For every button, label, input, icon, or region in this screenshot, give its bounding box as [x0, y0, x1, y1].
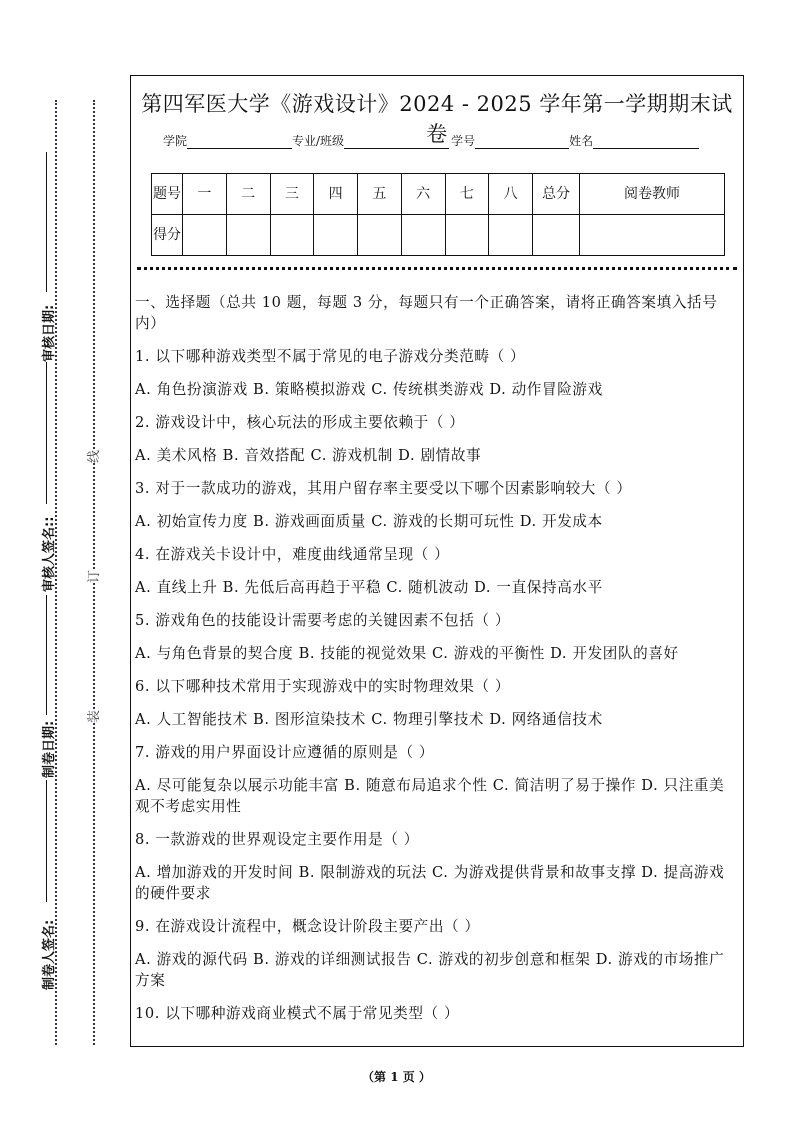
- student-info-row: [163, 132, 699, 149]
- question-options: A. 角色扮演游戏 B. 策略模拟游戏 C. 传统棋类游戏 D. 动作冒险游戏: [135, 381, 603, 398]
- column-header: 二: [226, 174, 270, 215]
- college-field[interactable]: [187, 136, 292, 149]
- score-cell[interactable]: [401, 215, 445, 256]
- student-id-label: 学号: [451, 134, 476, 148]
- student-id-field[interactable]: [475, 136, 569, 149]
- grader-cell[interactable]: [580, 215, 725, 256]
- question-body: [135, 292, 739, 1036]
- preparer-signature-label: 制卷人签名:: [42, 919, 57, 990]
- question-text: 9. 在游戏设计流程中，概念设计阶段主要产出（ ）: [135, 918, 480, 935]
- score-cell[interactable]: [183, 215, 227, 256]
- exam-page-frame: [130, 75, 744, 1047]
- question-options: A. 尽可能复杂以展示功能丰富 B. 随意布局追求个性 C. 简洁明了易于操作 D. 只注重美观不考虑实用性: [135, 777, 725, 815]
- reviewer-signature-label: 审核人签名::: [42, 516, 57, 592]
- question-text: 7. 游戏的用户界面设计应遵循的原则是（ ）: [135, 744, 435, 761]
- question-text: 3. 对于一款成功的游戏，其用户留存率主要受以下哪个因素影响较大（ ）: [135, 480, 632, 497]
- preparer-signature-line[interactable]: [46, 780, 47, 902]
- question-text: 5. 游戏角色的技能设计需要考虑的关键因素不包括（ ）: [135, 612, 511, 629]
- grader-header: 阅卷教师: [580, 174, 725, 215]
- question-options: A. 游戏的源代码 B. 游戏的详细测试报告 C. 游戏的初步创意和框架 D. 游戏的市场推广方案: [135, 951, 725, 989]
- score-cell[interactable]: [270, 215, 314, 256]
- review-date-line[interactable]: [46, 152, 47, 292]
- reviewer-signature-line[interactable]: [46, 362, 47, 504]
- question-options: A. 直线上升 B. 先低后高再趋于平稳 C. 随机波动 D. 一直保持高水平: [135, 579, 603, 596]
- column-header: 八: [489, 174, 533, 215]
- question-number-header: 题号: [152, 174, 183, 215]
- section-heading: 一、选择题（总共 10 题，每题 3 分，每题只有一个正确答案，请将正确答案填入括号内）: [135, 294, 718, 332]
- score-table: [151, 173, 725, 256]
- binding-char-line: 线: [83, 450, 102, 463]
- question-text: 4. 在游戏关卡设计中，难度曲线通常呈现（ ）: [135, 546, 450, 563]
- page-number: （第 1 页 ）: [362, 1070, 431, 1084]
- score-cell[interactable]: [533, 215, 580, 256]
- column-header: 六: [401, 174, 445, 215]
- review-date-label: 审核日期:: [42, 304, 57, 362]
- score-cell[interactable]: [358, 215, 402, 256]
- score-cell[interactable]: [489, 215, 533, 256]
- question-number-row: [152, 174, 725, 215]
- question-text: 10. 以下哪种游戏商业模式不属于常见类型（ ）: [135, 1005, 460, 1022]
- question-text: 2. 游戏设计中，核心玩法的形成主要依赖于（ ）: [135, 414, 465, 431]
- score-cell[interactable]: [226, 215, 270, 256]
- score-row-header: 得分: [152, 215, 183, 256]
- question-text: 8. 一款游戏的世界观设定主要作用是（ ）: [135, 831, 419, 848]
- question-options: A. 人工智能技术 B. 图形渲染技术 C. 物理引擎技术 D. 网络通信技术: [135, 711, 603, 728]
- column-header: 七: [445, 174, 489, 215]
- score-row: [152, 215, 725, 256]
- question-options: A. 初始宣传力度 B. 游戏画面质量 C. 游戏的长期可玩性 D. 开发成本: [135, 513, 603, 530]
- column-header: 五: [358, 174, 402, 215]
- exam-title: 第四军医大学《游戏设计》2024 - 2025 学年第一学期期末试卷: [141, 92, 733, 146]
- column-header: 四: [314, 174, 358, 215]
- score-cell[interactable]: [314, 215, 358, 256]
- column-header: 总分: [533, 174, 580, 215]
- major-class-label: 专业/班级: [292, 134, 345, 148]
- question-options: A. 增加游戏的开发时间 B. 限制游戏的玩法 C. 为游戏提供背景和故事支撑 D. 提高游戏的硬件要求: [135, 864, 725, 902]
- column-header: 一: [183, 174, 227, 215]
- question-options: A. 与角色背景的契合度 B. 技能的视觉效果 C. 游戏的平衡性 D. 开发团队的喜好: [135, 645, 679, 662]
- score-cell[interactable]: [445, 215, 489, 256]
- name-label: 姓名: [569, 134, 594, 148]
- question-text: 6. 以下哪种技术常用于实现游戏中的实时物理效果（ ）: [135, 678, 511, 695]
- binding-char-bind: 订: [83, 570, 102, 583]
- binding-char-staple: 装: [83, 710, 102, 723]
- question-text: 1. 以下哪种游戏类型不属于常见的电子游戏分类范畴（ ）: [135, 348, 526, 365]
- prepared-date-label: 制卷日期:: [42, 720, 57, 778]
- name-field[interactable]: [593, 136, 699, 149]
- major-class-field[interactable]: [344, 136, 449, 149]
- question-options: A. 美术风格 B. 音效搭配 C. 游戏机制 D. 剧情故事: [135, 447, 482, 464]
- college-label: 学院: [163, 134, 188, 148]
- dotted-separator: [137, 267, 737, 270]
- prepared-date-line[interactable]: [46, 595, 47, 715]
- column-header: 三: [270, 174, 314, 215]
